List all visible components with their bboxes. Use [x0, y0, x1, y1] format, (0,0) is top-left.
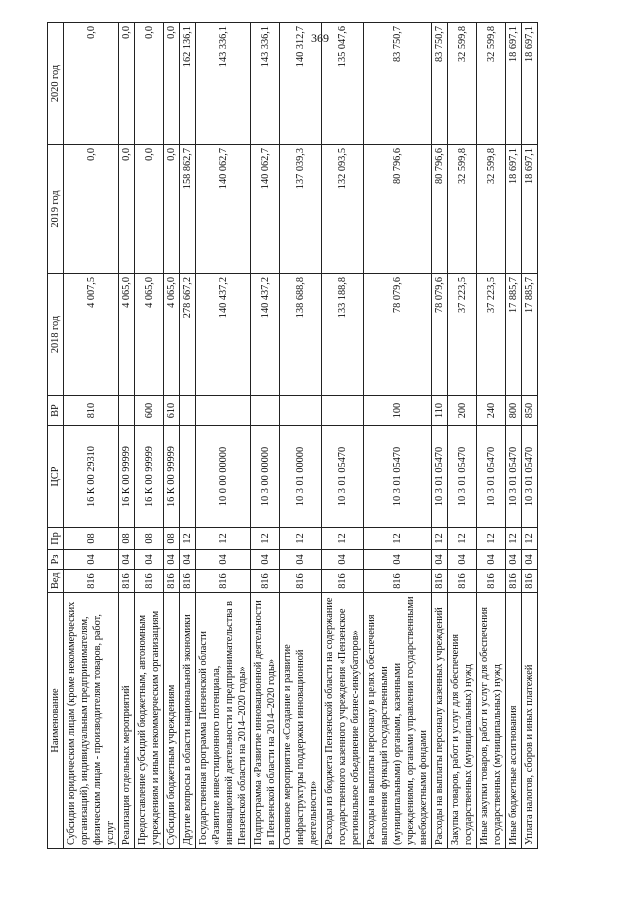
row-pr: 12 — [251, 528, 280, 550]
row-ved: 816 — [251, 570, 280, 593]
row-pr: 12 — [432, 528, 448, 550]
row-rz: 04 — [522, 550, 538, 570]
row-value-2018: 4 065,0 — [119, 274, 135, 396]
row-value-2019: 132 093,5 — [322, 145, 364, 274]
row-csr: 10 3 01 05470 — [522, 426, 538, 528]
row-ved: 816 — [280, 570, 322, 593]
row-value-2018: 78 079,6 — [364, 274, 432, 396]
row-ved: 816 — [432, 570, 448, 593]
header-2019: 2019 год — [48, 145, 64, 274]
row-pr: 12 — [364, 528, 432, 550]
table-row — [280, 23, 322, 849]
row-vr: 610 — [164, 396, 180, 426]
table-row — [164, 23, 180, 849]
row-ved: 816 — [364, 570, 432, 593]
header-name: Наименование — [48, 593, 64, 849]
row-name: Иные закупки товаров, работ и услуг для обеспечения государственных (муниципальных) нужд — [477, 593, 506, 849]
row-ved: 816 — [506, 570, 522, 593]
row-value-2019: 0,0 — [135, 145, 164, 274]
row-value-2018: 138 688,8 — [280, 274, 322, 396]
row-csr: 16 К 00 99999 — [119, 426, 135, 528]
row-name: Другие вопросы в области национальной экономики — [180, 593, 196, 849]
row-value-2018: 4 065,0 — [135, 274, 164, 396]
row-ved: 816 — [322, 570, 364, 593]
row-pr: 12 — [522, 528, 538, 550]
table-row — [364, 23, 432, 849]
row-rz: 04 — [364, 550, 432, 570]
row-vr — [280, 396, 322, 426]
row-pr: 12 — [322, 528, 364, 550]
row-value-2018: 140 437,2 — [196, 274, 251, 396]
row-value-2018: 37 223,5 — [477, 274, 506, 396]
row-value-2018: 4 007,5 — [64, 274, 119, 396]
table-row — [251, 23, 280, 849]
row-csr: 10 3 00 00000 — [251, 426, 280, 528]
row-name: Субсидии юридическим лицам (кроме некоммерческих организаций), индивидуальным предпринимателям, физическим лицам - производителям товаров, работ, услуг — [64, 593, 119, 849]
row-vr — [196, 396, 251, 426]
row-name: Иные бюджетные ассигнования — [506, 593, 522, 849]
row-rz: 04 — [448, 550, 477, 570]
row-rz: 04 — [251, 550, 280, 570]
row-vr: 240 — [477, 396, 506, 426]
table-row — [448, 23, 477, 849]
row-rz: 04 — [506, 550, 522, 570]
row-value-2020: 143 336,1 — [196, 23, 251, 145]
row-rz: 04 — [164, 550, 180, 570]
row-value-2018: 140 437,2 — [251, 274, 280, 396]
row-pr: 08 — [64, 528, 119, 550]
row-pr: 08 — [164, 528, 180, 550]
header-csr: ЦСР — [48, 426, 64, 528]
row-value-2018: 78 079,6 — [432, 274, 448, 396]
row-value-2020: 143 336,1 — [251, 23, 280, 145]
row-vr: 800 — [506, 396, 522, 426]
row-value-2019: 18 697,1 — [522, 145, 538, 274]
row-csr: 10 3 01 05470 — [448, 426, 477, 528]
row-value-2019: 137 039,3 — [280, 145, 322, 274]
table-header-row — [48, 23, 64, 849]
row-ved: 816 — [477, 570, 506, 593]
row-value-2020: 83 750,7 — [364, 23, 432, 145]
row-ved: 816 — [135, 570, 164, 593]
row-rz: 04 — [280, 550, 322, 570]
row-rz: 04 — [196, 550, 251, 570]
row-vr: 100 — [364, 396, 432, 426]
row-csr: 16 К 00 29310 — [64, 426, 119, 528]
row-pr: 12 — [280, 528, 322, 550]
row-value-2020: 0,0 — [164, 23, 180, 145]
row-value-2018: 4 065,0 — [164, 274, 180, 396]
row-value-2019: 140 062,7 — [196, 145, 251, 274]
row-vr — [322, 396, 364, 426]
row-name: Основное мероприятие «Создание и развитие инфраструктуры поддержки инновационной деятельности» — [280, 593, 322, 849]
row-value-2019: 140 062,7 — [251, 145, 280, 274]
row-name: Расходы на выплаты персоналу в целях обеспечения выполнения функций государственными (муниципальными) органами, казенными учреждениями, органами управления государственными внебюджетными фондами — [364, 593, 432, 849]
row-value-2020: 32 599,8 — [448, 23, 477, 145]
row-value-2019: 80 796,6 — [364, 145, 432, 274]
row-value-2019: 0,0 — [119, 145, 135, 274]
row-value-2020: 18 697,1 — [506, 23, 522, 145]
row-pr: 08 — [135, 528, 164, 550]
table-row — [135, 23, 164, 849]
row-value-2018: 278 667,2 — [180, 274, 196, 396]
row-vr: 200 — [448, 396, 477, 426]
row-ved: 816 — [196, 570, 251, 593]
row-csr: 16 К 00 99999 — [164, 426, 180, 528]
table-row — [506, 23, 522, 849]
row-value-2019: 158 862,7 — [180, 145, 196, 274]
row-name: Государственная программа Пензенской области «Развитие инвестиционного потенциала, инновационной деятельности и предпринимательства в Пензенской области на 2014–2020 годы» — [196, 593, 251, 849]
row-rz: 04 — [180, 550, 196, 570]
row-vr: 110 — [432, 396, 448, 426]
row-value-2018: 37 223,5 — [448, 274, 477, 396]
row-value-2020: 83 750,7 — [432, 23, 448, 145]
row-value-2019: 32 599,8 — [448, 145, 477, 274]
table-row — [119, 23, 135, 849]
row-name: Предоставление субсидий бюджетным, автономным учреждениям и иным некоммерческим организациям — [135, 593, 164, 849]
row-csr: 10 3 01 05470 — [322, 426, 364, 528]
budget-table-rotated — [47, 23, 639, 849]
table-row — [477, 23, 506, 849]
table-row — [522, 23, 538, 849]
header-pr: Пр — [48, 528, 64, 550]
row-rz: 04 — [135, 550, 164, 570]
row-csr: 10 0 00 00000 — [196, 426, 251, 528]
row-rz: 04 — [432, 550, 448, 570]
row-ved: 816 — [522, 570, 538, 593]
row-csr: 10 3 01 05470 — [477, 426, 506, 528]
row-vr: 600 — [135, 396, 164, 426]
row-value-2020: 18 697,1 — [522, 23, 538, 145]
row-ved: 816 — [164, 570, 180, 593]
table-row — [180, 23, 196, 849]
row-ved: 816 — [180, 570, 196, 593]
row-csr: 10 3 01 00000 — [280, 426, 322, 528]
row-ved: 816 — [448, 570, 477, 593]
header-2018: 2018 год — [48, 274, 64, 396]
table-row — [432, 23, 448, 849]
header-vr: ВР — [48, 396, 64, 426]
row-rz: 04 — [119, 550, 135, 570]
row-name: Реализация отдельных мероприятий — [119, 593, 135, 849]
header-rz: Рз — [48, 550, 64, 570]
row-value-2019: 0,0 — [64, 145, 119, 274]
row-vr — [180, 396, 196, 426]
row-value-2018: 17 885,7 — [522, 274, 538, 396]
row-rz: 04 — [322, 550, 364, 570]
row-csr: 10 3 01 05470 — [506, 426, 522, 528]
row-pr: 12 — [448, 528, 477, 550]
row-vr: 850 — [522, 396, 538, 426]
row-pr: 12 — [180, 528, 196, 550]
row-csr — [180, 426, 196, 528]
row-value-2020: 0,0 — [135, 23, 164, 145]
row-name: Закупка товаров, работ и услуг для обеспечения государственных (муниципальных) нужд — [448, 593, 477, 849]
row-csr: 10 3 01 05470 — [432, 426, 448, 528]
row-rz: 04 — [477, 550, 506, 570]
row-value-2020: 140 312,7 — [280, 23, 322, 145]
table-row — [196, 23, 251, 849]
row-vr: 810 — [64, 396, 119, 426]
row-value-2020: 135 047,6 — [322, 23, 364, 145]
row-value-2019: 32 599,8 — [477, 145, 506, 274]
header-2020: 2020 год — [48, 23, 64, 145]
row-csr: 16 К 00 99999 — [135, 426, 164, 528]
row-pr: 12 — [506, 528, 522, 550]
row-pr: 08 — [119, 528, 135, 550]
row-value-2020: 0,0 — [119, 23, 135, 145]
row-value-2019: 18 697,1 — [506, 145, 522, 274]
row-value-2018: 17 885,7 — [506, 274, 522, 396]
row-csr: 10 3 01 05470 — [364, 426, 432, 528]
row-value-2020: 162 136,1 — [180, 23, 196, 145]
row-rz: 04 — [64, 550, 119, 570]
row-name: Расходы из бюджета Пензенской области на содержание государственного казенного учреждения «Пензенское региональное объединение бизнес-инкубаторов» — [322, 593, 364, 849]
row-vr — [119, 396, 135, 426]
table-row — [64, 23, 119, 849]
row-name: Расходы на выплаты персоналу казенных учреждений — [432, 593, 448, 849]
page-number: 369 — [311, 31, 329, 45]
row-value-2019: 0,0 — [164, 145, 180, 274]
row-name: Субсидии бюджетным учреждениям — [164, 593, 180, 849]
row-ved: 816 — [119, 570, 135, 593]
row-value-2019: 80 796,6 — [432, 145, 448, 274]
budget-table — [47, 22, 538, 849]
row-vr — [251, 396, 280, 426]
row-name: Подпрограмма «Развитие инновационной деятельности в Пензенской области на 2014–2020 годы» — [251, 593, 280, 849]
row-value-2020: 0,0 — [64, 23, 119, 145]
row-pr: 12 — [477, 528, 506, 550]
header-ved: Вед — [48, 570, 64, 593]
row-value-2020: 32 599,8 — [477, 23, 506, 145]
row-ved: 816 — [64, 570, 119, 593]
row-value-2018: 133 188,8 — [322, 274, 364, 396]
row-name: Уплата налогов, сборов и иных платежей — [522, 593, 538, 849]
table-row — [322, 23, 364, 849]
row-pr: 12 — [196, 528, 251, 550]
